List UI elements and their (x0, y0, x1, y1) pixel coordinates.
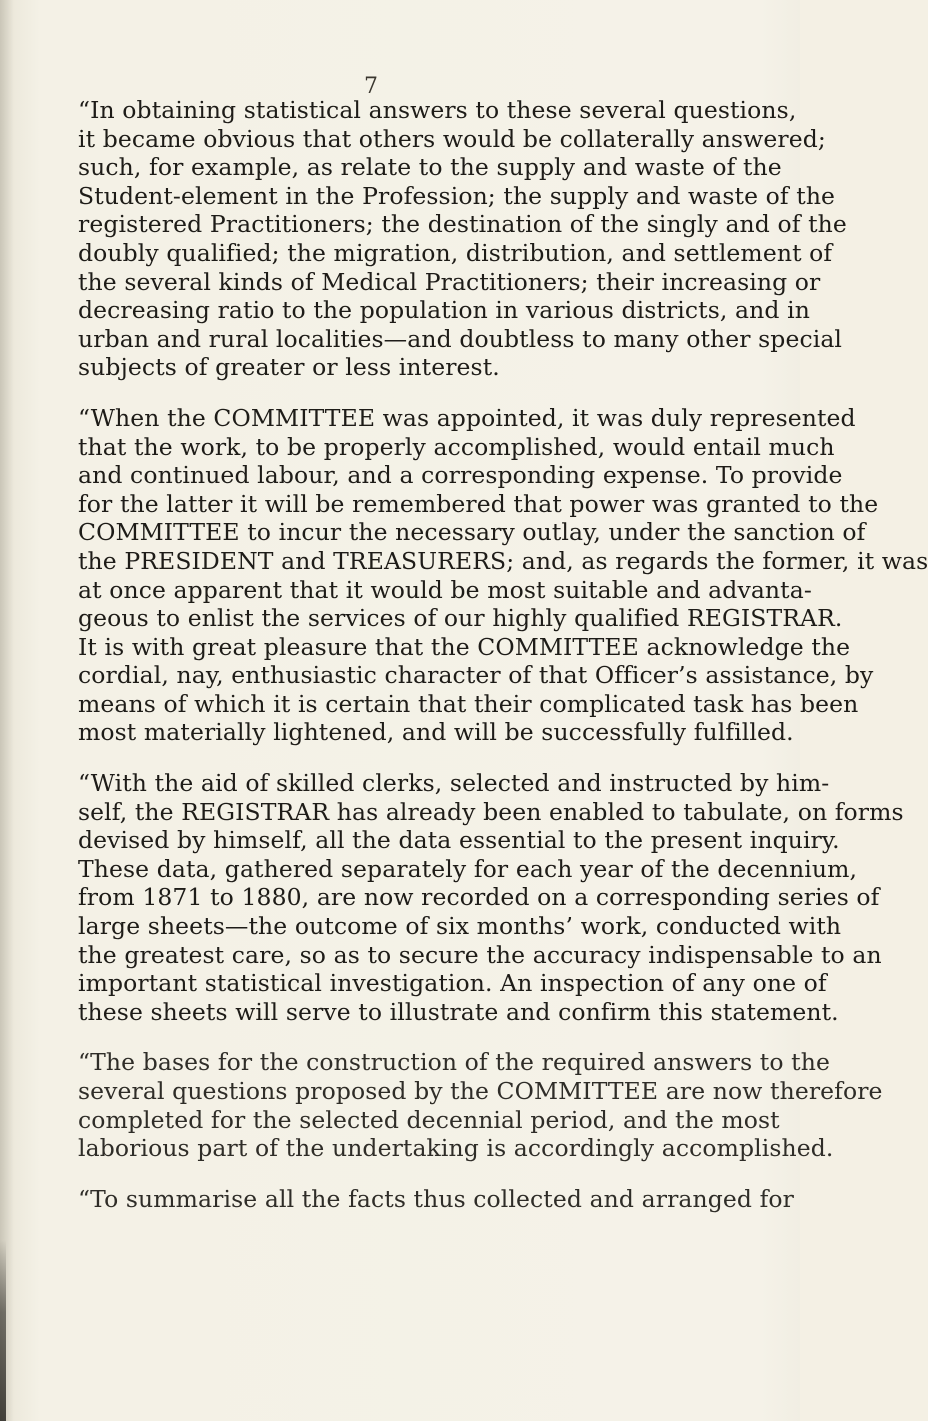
text-line: devised by himself, all the data essential to the present inquiry. (78, 826, 840, 855)
text-line: cordial, nay, enthusiastic character of that Officer’s assistance, by (78, 661, 874, 690)
text-line: several questions proposed by the COMMITTEE are now therefore (78, 1077, 883, 1105)
text-line: self, the REGISTRAR has already been enabled to tabulate, on forms (78, 797, 904, 826)
paragraph-committee-appointed (56, 403, 928, 747)
text-line: from 1871 to 1880, are now recorded on a corresponding series of (78, 883, 880, 912)
text-line: these sheets will serve to illustrate and confirm this statement. (78, 997, 839, 1026)
text-line: It is with great pleasure that the COMMITTEE acknowledge the (78, 632, 851, 661)
paragraph-statistical-answers (56, 96, 847, 382)
text-line: for the latter it will be remembered that power was granted to the (78, 489, 879, 518)
text-line: COMMITTEE to incur the necessary outlay, under the sanction of (78, 518, 866, 547)
text-line: “In obtaining statistical answers to these several questions, (78, 96, 797, 124)
paragraph-skilled-clerks (56, 769, 904, 1026)
paragraph-summarise (56, 1184, 794, 1214)
text-line: “With the aid of skilled clerks, selected and instructed by him- (78, 769, 830, 798)
text-line: These data, gathered separately for each year of the decennium, (78, 854, 858, 883)
text-line: registered Practitioners; the destination of the singly and of the (78, 210, 847, 239)
text-line: completed for the selected decennial period, and the most (78, 1105, 780, 1134)
text-line: “When the COMMITTEE was appointed, it was duly represented (78, 403, 856, 432)
text-line: urban and rural localities—and doubtless to many other special (78, 324, 843, 353)
text-line: large sheets—the outcome of six months’ work, conducted with (78, 912, 842, 941)
text-line: the several kinds of Medical Practitioners; their increasing or (78, 267, 821, 296)
text-line: at once apparent that it would be most suitable and advanta- (78, 575, 812, 604)
text-line: geous to enlist the services of our highly qualified REGISTRAR. (78, 604, 843, 633)
text-line: laborious part of the undertaking is accordingly accomplished. (78, 1134, 834, 1163)
text-line: Student-element in the Profession; the supply and waste of the (78, 181, 836, 210)
text-line: subjects of greater or less interest. (78, 353, 500, 382)
text-line: decreasing ratio to the population in various districts, and in (78, 296, 810, 325)
text-line: the PRESIDENT and TREASURERS; and, as regards the former, it was (78, 546, 928, 575)
text-line: important statistical investigation. An inspection of any one of (78, 969, 827, 998)
text-line: doubly qualified; the migration, distribution, and settlement of (78, 238, 833, 267)
text-line: most materially lightened, and will be successfully fulfilled. (78, 718, 794, 747)
text-line: it became obvious that others would be collaterally answered; (78, 124, 826, 153)
page-gutter-shadow (0, 0, 14, 1421)
text-line: such, for example, as relate to the supply and waste of the (78, 153, 782, 182)
page-number: 7 (364, 74, 378, 99)
page-edge-mark (0, 1240, 6, 1421)
paragraph-bases-construction (56, 1048, 883, 1163)
text-line: “To summarise all the facts thus collected and arranged for (78, 1184, 794, 1213)
text-line: that the work, to be properly accomplished, would entail much (78, 432, 835, 461)
text-line: “The bases for the construction of the required answers to the (78, 1048, 830, 1077)
text-line: and continued labour, and a corresponding expense. To provide (78, 461, 843, 490)
text-line: means of which it is certain that their complicated task has been (78, 689, 859, 718)
body-text (56, 96, 928, 1235)
text-line: the greatest care, so as to secure the accuracy indispensable to an (78, 940, 882, 969)
